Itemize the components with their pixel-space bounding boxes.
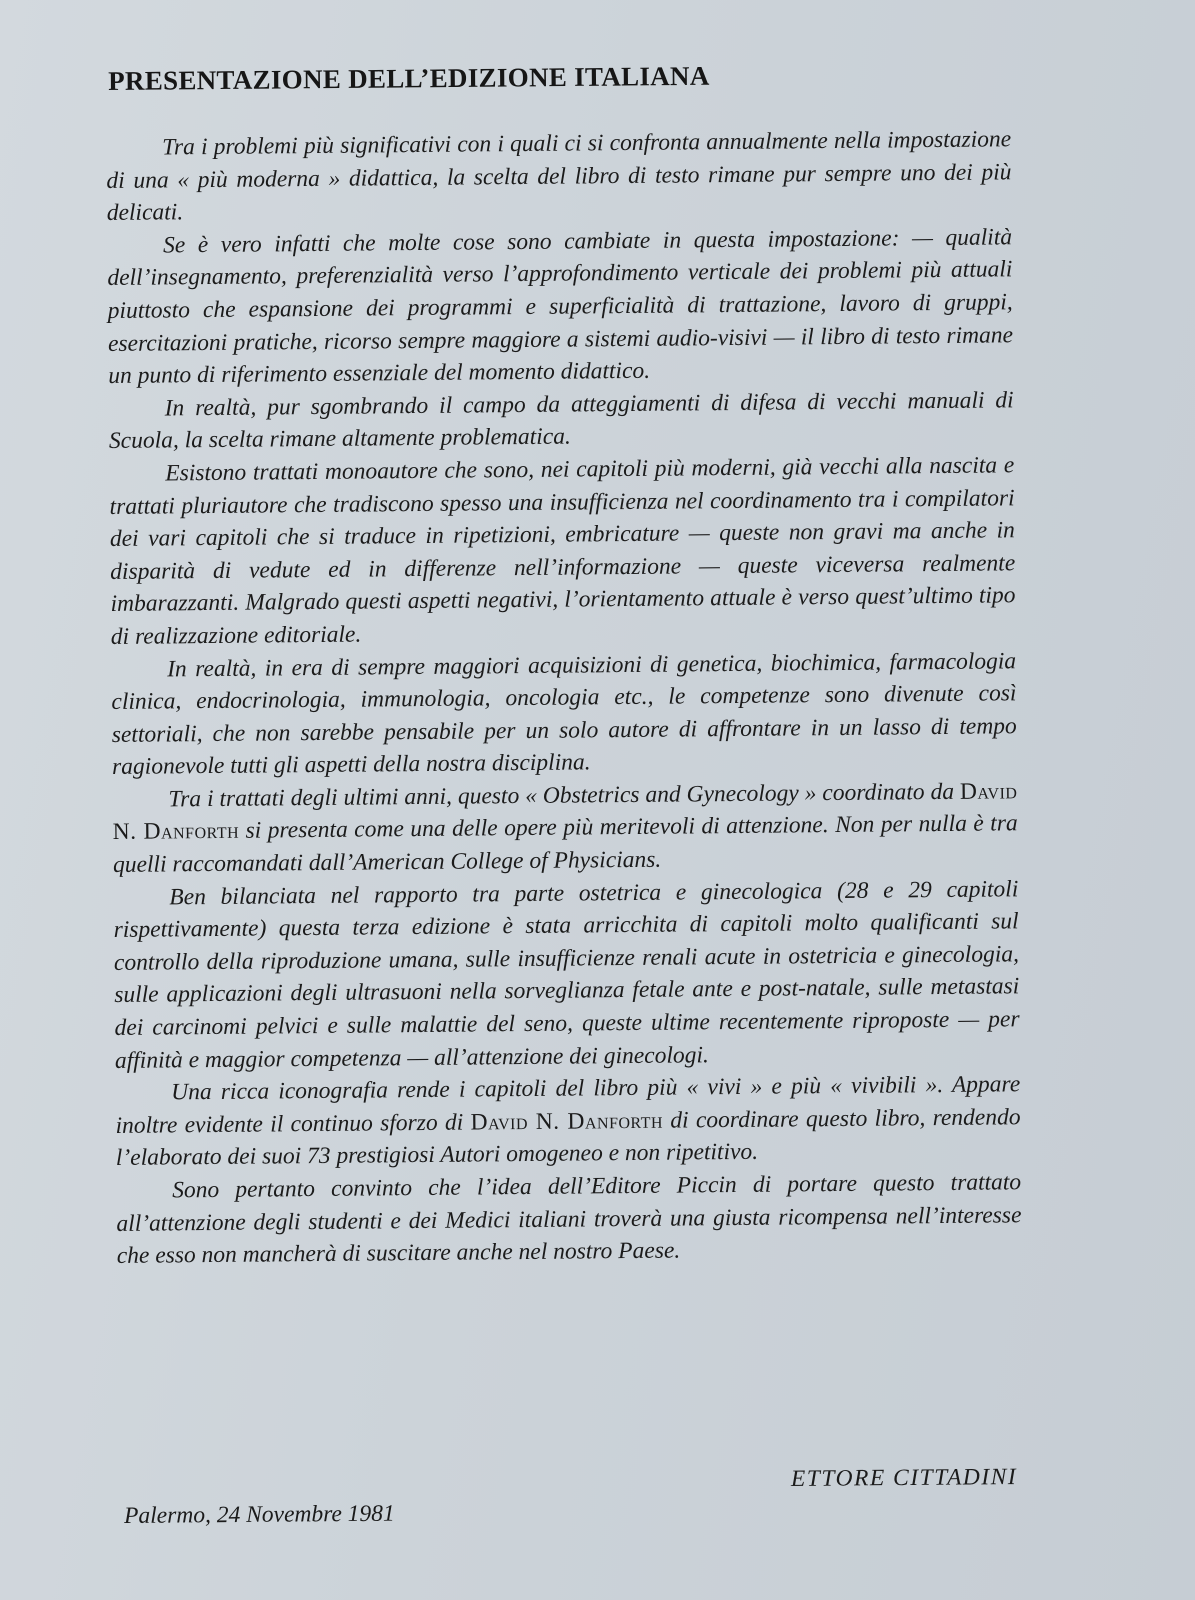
paragraph-4: Esistono trattati monoautore che sono, nei capitoli più moderni, già vecchi alla nascita e trattati pluriautore che tradiscono spesso una insufficienza nel coordinamento tra i compilatori dei vari capitoli che si traduce in ripetizioni, embricature — queste non gravi ma anche in disparità di vedute ed in differenze nell’informazione — queste viceversa realmente imbarazzanti. Malgrado questi aspetti negativi, l’orientamento attuale è verso quest’ultimo tipo di realizzazione editoriale.: [109, 452, 1016, 650]
paragraph-9: Sono pertanto convinto che l’idea dell’Editore Piccin di portare questo trattato all’attenzione degli studenti e dei Medici italiani troverà una giusta ricompensa nell’interesse che esso non mancherà di suscitare anche nel nostro Paese.: [116, 1169, 1022, 1270]
paragraph-8: [115, 1068, 1021, 1174]
paragraph-7: Ben bilanciata nel rapporto tra parte ostetrica e ginecologica (28 e 29 capitoli rispettivamente) questa terza edizione è stata arricchita di capitoli molto qualificanti sul controllo della riproduzione umana, sulle insufficienze renali acute in ostetricia e ginecologia, sulle applicazioni degli ultrasuoni nella sorveglianza fetale ante e post-natale, sulle metastasi dei carcinomi pelvici e sulle malattie del seno, queste ultime recentemente riproposte — per affinità e maggior competenza — all’attenzione dei ginecologi.: [113, 875, 1020, 1074]
author-name: David N. Danforth: [470, 1107, 664, 1136]
signature: ETTORE CITTADINI: [790, 1464, 1018, 1492]
page-title: PRESENTAZIONE DELL’EDIZIONE ITALIANA: [108, 60, 710, 96]
paragraph-3: In realtà, pur sgombrando il campo da atteggiamenti di difesa di vecchi manuali di Scuola, la scelta rimane altamente problematica.: [108, 387, 1014, 455]
paragraph-8-text-b: di coordinare questo libro, rendendo l’elaborato dei suoi 73 prestigiosi Autori omogeneo e non ripetitivo.: [115, 1104, 1021, 1172]
place-date: Palermo, 24 Novembre 1981: [124, 1500, 395, 1529]
paragraph-6: [112, 775, 1018, 881]
paragraph-6-text-a: Tra i trattati degli ultimi anni, questo « Obstetrics and Gynecology » coordinato da: [168, 778, 955, 813]
paragraph-1: Tra i problemi più significativi con i quali ci si confronta annualmente nella impostazione di una « più moderna » didattica, la scelta del libro di testo rimane pur sempre uno dei più delicati.: [106, 126, 1012, 227]
paragraph-2: Se è vero infatti che molte cose sono cambiate in questa impostazione: — qualità dell’insegnamento, preferenzialità verso l’approfondimento verticale dei problemi più attuali piuttosto che espansione dei programmi e superficialità di trattazione, lavoro di gruppi, esercitazioni pratiche, ricorso sempre maggiore a sistemi audio-visivi — il libro di testo rimane un punto di riferimento essenziale del momento didattico.: [107, 224, 1014, 390]
preface-body: [106, 123, 1022, 1272]
author-name: David N. Danforth: [112, 778, 1018, 846]
paragraph-5: In realtà, in era di sempre maggiori acquisizioni di genetica, biochimica, farmacologia clinica, endocrinologia, immunologia, oncologia etc., le competenze sono divenute così settoriali, che non sarebbe pensabile per un solo autore di affrontare in un lasso di tempo ragionevole tutti gli aspetti della nostra disciplina.: [111, 647, 1017, 781]
paragraph-8-text-a: Una ricca iconografia rende i capitoli del libro più « vivi » e più « vivibili ». Appare inoltre evidente il continuo sforzo di: [115, 1071, 1021, 1139]
paragraph-6-text-b: si presenta come una delle opere più meritevoli di attenzione. Non per nulla è tra quelli raccomandati dall’American College of Physicians.: [112, 810, 1018, 879]
